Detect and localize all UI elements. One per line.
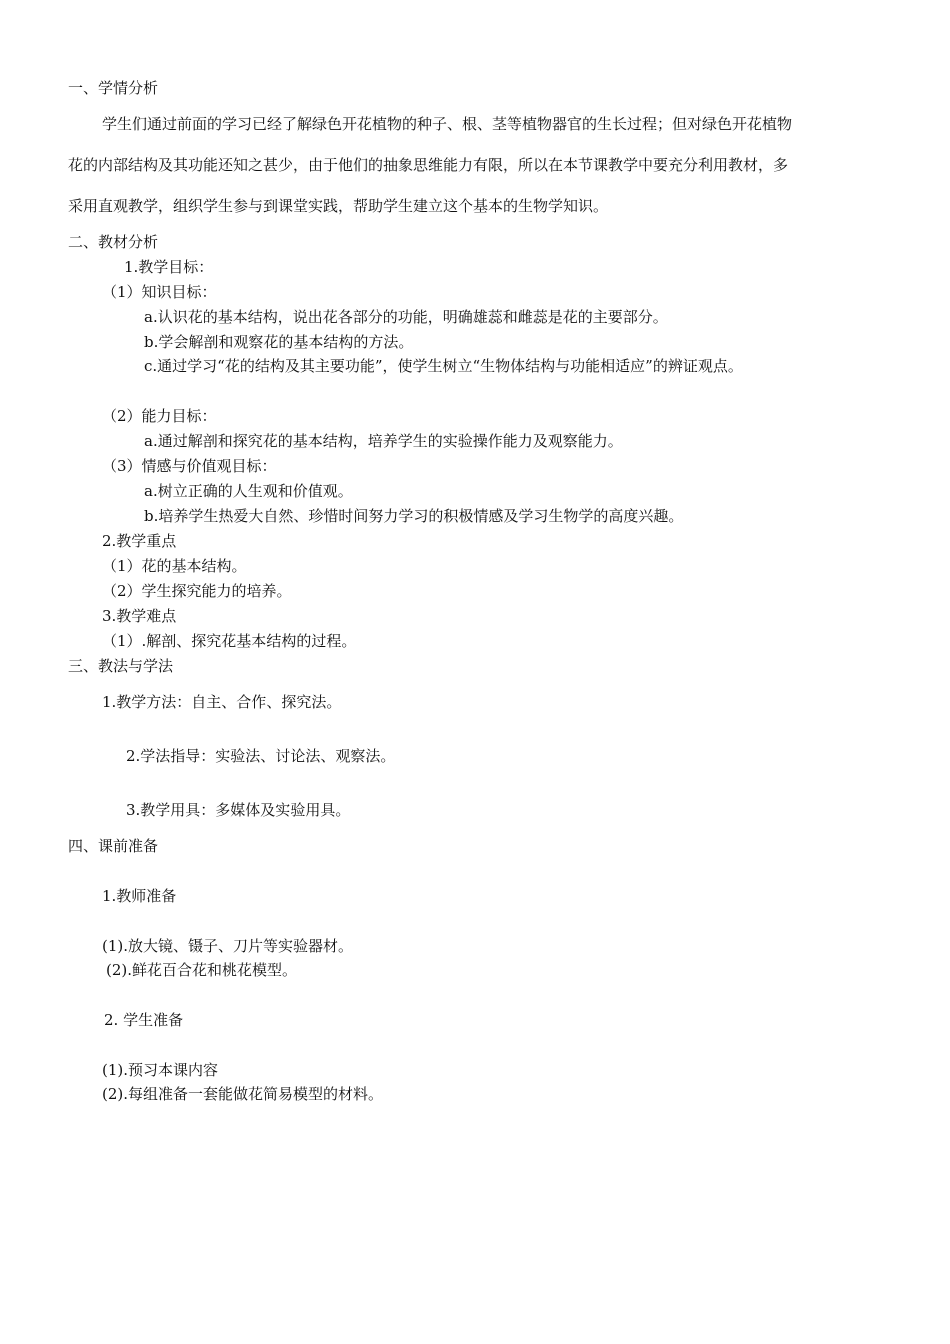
student-prep-1: (1).预习本课内容 xyxy=(102,1061,219,1079)
section-1-heading: 一、学情分析 xyxy=(68,79,159,97)
section-1-para-line-3: 采用直观教学，组织学生参与到课堂实践，帮助学生建立这个基本的生物学知识。 xyxy=(68,197,609,215)
ability-goal-title: （2）能力目标： xyxy=(102,407,217,425)
emotion-goal-b: b.培养学生热爱大自然、珍惜时间努力学习的积极情感及学习生物学的高度兴趣。 xyxy=(144,507,684,525)
teacher-prep-title: 1.教师准备 xyxy=(102,887,177,905)
teaching-goal-title: 1.教学目标： xyxy=(124,258,214,276)
emotion-goal-title: （3）情感与价值观目标： xyxy=(102,457,277,475)
difficulty-title: 3.教学难点 xyxy=(102,607,177,625)
knowledge-goal-title: （1）知识目标： xyxy=(102,283,217,301)
emotion-goal-a: a.树立正确的人生观和价值观。 xyxy=(144,482,353,500)
teacher-prep-2: (2).鲜花百合花和桃花模型。 xyxy=(106,961,298,979)
key-point-2: （2）学生探究能力的培养。 xyxy=(102,582,292,600)
teacher-prep-1: (1).放大镜、镊子、刀片等实验器材。 xyxy=(102,937,354,955)
ability-goal-a: a.通过解剖和探究花的基本结构，培养学生的实验操作能力及观察能力。 xyxy=(144,432,623,450)
method-item-3: 3.教学用具：多媒体及实验用具。 xyxy=(126,801,351,819)
section-4-heading: 四、课前准备 xyxy=(68,837,159,855)
knowledge-goal-a: a.认识花的基本结构，说出花各部分的功能，明确雄蕊和雌蕊是花的主要部分。 xyxy=(144,308,668,326)
section-1-para-line-1: 学生们通过前面的学习已经了解绿色开花植物的种子、根、茎等植物器官的生长过程；但对绿色开花植物 xyxy=(102,115,793,133)
difficulty-1: （1）.解剖、探究花基本结构的过程。 xyxy=(102,632,357,650)
section-3-heading: 三、教法与学法 xyxy=(68,657,174,675)
key-point-title: 2.教学重点 xyxy=(102,532,177,550)
knowledge-goal-b: b.学会解剖和观察花的基本结构的方法。 xyxy=(144,333,414,351)
key-point-1: （1）花的基本结构。 xyxy=(102,557,247,575)
method-item-1: 1.教学方法：自主、合作、探究法。 xyxy=(102,693,342,711)
method-item-2: 2.学法指导：实验法、讨论法、观察法。 xyxy=(126,747,396,765)
student-prep-title: 2. 学生准备 xyxy=(104,1011,184,1029)
section-1-para-line-2: 花的内部结构及其功能还知之甚少，由于他们的抽象思维能力有限，所以在本节课教学中要充分利用教材，多 xyxy=(68,156,789,174)
student-prep-2: (2).每组准备一套能做花简易模型的材料。 xyxy=(102,1085,384,1103)
section-2-heading: 二、教材分析 xyxy=(68,233,159,251)
knowledge-goal-c: c.通过学习“花的结构及其主要功能”，使学生树立“生物体结构与功能相适应”的辨证观点。 xyxy=(144,357,743,375)
